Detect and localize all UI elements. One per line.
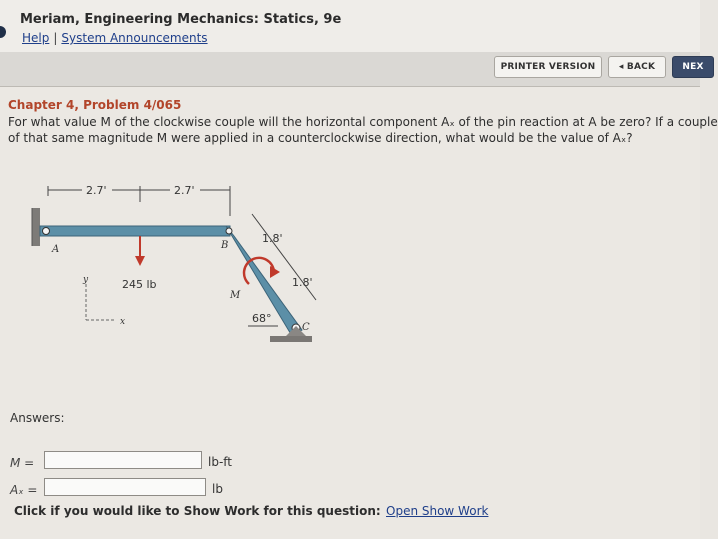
m-unit: lb-ft [208,455,232,469]
ax-unit: lb [212,482,223,496]
printer-version-button[interactable]: PRINTER VERSION [494,56,602,78]
moment-label: M [230,290,241,301]
system-announcements-link[interactable]: System Announcements [61,31,208,45]
chapter-title: Chapter 4, Problem 4/065 [8,98,182,112]
ax-label: Aₓ = [10,483,38,497]
answers-heading: Answers: [10,411,65,425]
back-button[interactable]: ◂ BACK [608,56,666,78]
next-button[interactable]: NEX [672,56,714,78]
load-label: 245 lb [122,278,157,291]
question-line-2: of that same magnitude M were applied in a counterclockwise direction, what would be the value of Aₓ? [8,131,633,145]
dim-lower-diag-label: 1.8' [292,276,313,289]
problem-figure [30,180,330,360]
open-show-work-link[interactable]: Open Show Work [386,504,489,518]
pin-a-icon [43,228,50,235]
point-a-label: A [52,244,60,255]
pin-b-icon [226,228,232,234]
load-arrow-icon [135,256,145,266]
help-link[interactable]: Help [22,31,50,45]
dim-left-label: 2.7' [86,184,107,197]
question-line-1: For what value M of the clockwise couple will the horizontal component Aₓ of the pin reaction at A be zero? If a couple [8,115,718,129]
m-answer-input[interactable] [44,451,202,469]
angle-label: 68° [252,312,272,325]
book-title: Meriam, Engineering Mechanics: Statics, 9e [20,12,342,27]
horizontal-beam [40,226,230,236]
link-separator: | [53,31,58,45]
axis-x-label: x [120,317,126,327]
question-text [8,114,718,146]
toolbar [0,52,704,87]
wall-support [32,208,40,246]
header-links [22,31,208,45]
dim-upper-diag-label: 1.8' [262,232,283,245]
dim-right-label: 2.7' [174,184,195,197]
show-work-prompt: Click if you would like to Show Work for this question: [14,504,381,518]
ax-answer-input[interactable] [44,478,206,496]
point-c-label: C [302,322,310,333]
axis-y-label: y [83,275,89,285]
point-b-label: B [221,240,229,251]
m-label: M = [10,456,35,470]
